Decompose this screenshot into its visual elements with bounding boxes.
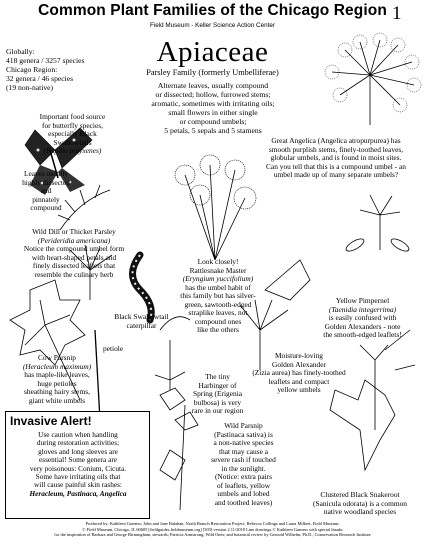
note-line: (Heracleum maximum) (22, 361, 92, 371)
note-line: especially Black (48, 129, 97, 138)
description-line: 5 petals, 5 sepals and 5 stamens (164, 125, 262, 135)
note-line: Rattlesnake Master (189, 265, 247, 275)
note-line: Harbinger of (198, 380, 237, 390)
snakeroot-drawing (330, 330, 415, 470)
alert-line: Heracleum, Pastinaca, Angelica (29, 488, 127, 498)
note-line: (Perideridia americana) (37, 235, 111, 245)
alert-line: will cause painful skin rashes: (34, 480, 122, 490)
note-line: Leaves usually (23, 169, 69, 178)
note-line: globular umbels, and is found in moist sites. (270, 153, 402, 162)
note-line: has the umbel habit of (185, 282, 251, 292)
note-line: (Papilio polyxenes) (43, 146, 102, 155)
golden-alexander-note (240, 352, 358, 395)
note-line: sheathing hairy stems, (24, 387, 90, 396)
family-name: Apiaceae (156, 36, 269, 68)
page-title: Common Plant Families of the Chicago Region (38, 2, 387, 19)
stats-line: 418 genera / 3257 species (6, 55, 85, 65)
note-line: yellow umbels (277, 385, 321, 394)
rattlesnake-master-drawing (175, 155, 256, 260)
note-line: and toothed leaves) (214, 497, 273, 507)
note-line: Important food source (39, 112, 106, 121)
note-line: umbels and lobed (217, 489, 270, 498)
note-line: native woodland species (323, 507, 397, 516)
invasive-alert-body (10, 431, 146, 498)
alert-line: during restoration activities; (36, 438, 120, 448)
note-line: Spring (Erigenia (192, 389, 243, 398)
note-line: is easily confused with (328, 313, 397, 322)
alert-line: Use caution when handling (38, 430, 118, 439)
note-line: in the sunlight. (221, 463, 266, 473)
note-line: has maple-like leaves, (24, 370, 90, 379)
note-line: finely dissected leaflets that (32, 261, 116, 270)
note-line: that may cause a (218, 446, 269, 456)
note-line: smooth purplish stems, finely-toothed leaves, (268, 144, 404, 154)
note-line: resemble the culinary herb (34, 269, 114, 279)
note-line: pinnately (32, 194, 60, 204)
note-line: caterpillar (126, 320, 157, 330)
snakeroot-note (295, 491, 425, 517)
note-line: (Notice: extra pairs (214, 472, 273, 481)
angelica-note (248, 137, 424, 180)
note-line: a non-native species (213, 438, 274, 447)
page-number: 1 (392, 3, 402, 24)
angelica-umbel-drawing (325, 33, 421, 125)
stats-line: 32 genera / 46 species (6, 73, 74, 83)
note-line: Wild Parsnip (224, 421, 263, 430)
note-line: (Zizia aurea) has finely-toothed (252, 368, 346, 377)
harbinger-note (180, 373, 255, 416)
note-line: (Sanicula odorata) is a common (313, 498, 407, 508)
note-line: Clustered Black Snakeroot (320, 490, 400, 499)
page-subtitle: Field Museum - Keller Science Action Center (150, 22, 275, 29)
cow-parsnip-note (2, 354, 112, 405)
note-line: for butterfly species, (42, 120, 103, 130)
note-line: Can you tell that this is a compound umbel - an (266, 161, 406, 171)
note-line: the smooth-edged leaflets! (323, 330, 402, 339)
wild-dill-note (4, 228, 144, 279)
note-line: Yellow Pimpernel (335, 296, 390, 305)
note-line: Great Angelica (Angelica atropurpurea) has (271, 136, 401, 145)
note-line: of leaflets, yellow (216, 480, 271, 490)
footer-line: © Field Museum, Chicago, IL 60605 [fieldguides.fieldmuseum.org] [503] version 2 11/2018 Line drawings © Kathleen Garness with special thanks (82, 526, 343, 532)
alert-line: Some have irritating oils that (35, 472, 121, 482)
leaves-note (6, 170, 86, 213)
footer-line: for the inspiration of Barbara and George Birmingham, stewards; Patricia Armstrong, Wild Ones; and botanical review by Gerould Wilhelm, Ph.D., Conservation Research Institute (54, 532, 371, 537)
note-line: The tiny (205, 372, 230, 381)
note-line: like the others (197, 325, 239, 334)
note-line: (Eryngium yuccifolium) (182, 274, 254, 283)
credits-footer (0, 521, 425, 538)
alert-line: essential! Some genera are (39, 455, 117, 465)
stats-line: Globally: (6, 47, 35, 56)
note-line: straplike leaves, not (188, 308, 248, 317)
note-line: compound ones (194, 316, 242, 326)
note-line: Swallowtails (53, 137, 92, 147)
note-line: bulbosa) is very (193, 397, 242, 407)
note-line: (Pastinaca sativa) is (214, 429, 273, 439)
description-line: or dissected; hollow, furrowed stems; (155, 89, 271, 99)
description-line: or compound umbels; (179, 116, 247, 126)
alert-line: gloves and long sleeves are (38, 446, 118, 456)
note-line: compound (30, 203, 62, 212)
note-line: rare in our region (191, 406, 244, 415)
note-line: umbel made up of many separate umbels? (273, 170, 399, 179)
note-line: Golden Alexanders - note (324, 321, 401, 331)
footer-line: Produced by: Kathleen Garness; John and Jane Balaban, North Branch Restoration Project; Rebecca Collings and Laura Milkert, Field Museum; (85, 521, 340, 526)
note-line: (Taenidia integerrima) (328, 304, 397, 314)
note-line: green, sawtooth-edged (184, 299, 252, 309)
description-line: aromatic, sometimes with irritating oils; (151, 98, 275, 108)
note-line: Wild Dill or Thicket Parsley (32, 227, 116, 236)
note-line: Black Swallowtail (114, 312, 169, 321)
note-line: Notice the compound umbel form (23, 244, 125, 253)
petiole-label: petiole (103, 344, 124, 353)
note-line: giant white umbels (28, 395, 86, 405)
note-line: huge petioles (37, 378, 77, 388)
description-line: Alternate leaves, usually compound (157, 81, 269, 90)
butterfly-note (20, 113, 125, 156)
family-common-name: Parsley Family (formerly Umbelliferae) (146, 68, 279, 77)
note-line: severe rash if touched (211, 455, 276, 464)
invasive-alert-heading: Invasive Alert! (10, 414, 92, 428)
note-line: and (40, 186, 52, 195)
wild-parsnip-note (196, 422, 291, 507)
caterpillar-label (104, 313, 179, 330)
note-line: leaflets and compact (268, 376, 330, 386)
note-line: Cow Parsnip (38, 353, 76, 362)
yellow-pimpernel-note (300, 297, 425, 340)
description-line: small flowers in either single (168, 107, 258, 117)
note-line: Golden Alexander (272, 359, 326, 369)
note-line: with heart-shaped petals and (31, 252, 117, 262)
rattlesnake-master-note (168, 258, 268, 335)
note-line: this family but has silver- (180, 291, 256, 300)
note-line: highly dissected (22, 177, 70, 187)
yellow-pimpernel-drawing (344, 195, 410, 253)
note-line: Moisture-loving (274, 351, 324, 360)
note-line: Look closely! (197, 257, 239, 266)
stats-line: (19 non-native) (6, 82, 54, 92)
stats-line: Chicago Region: (6, 64, 58, 74)
alert-line: very poisonous: Conium, Cicuta. (29, 463, 127, 473)
